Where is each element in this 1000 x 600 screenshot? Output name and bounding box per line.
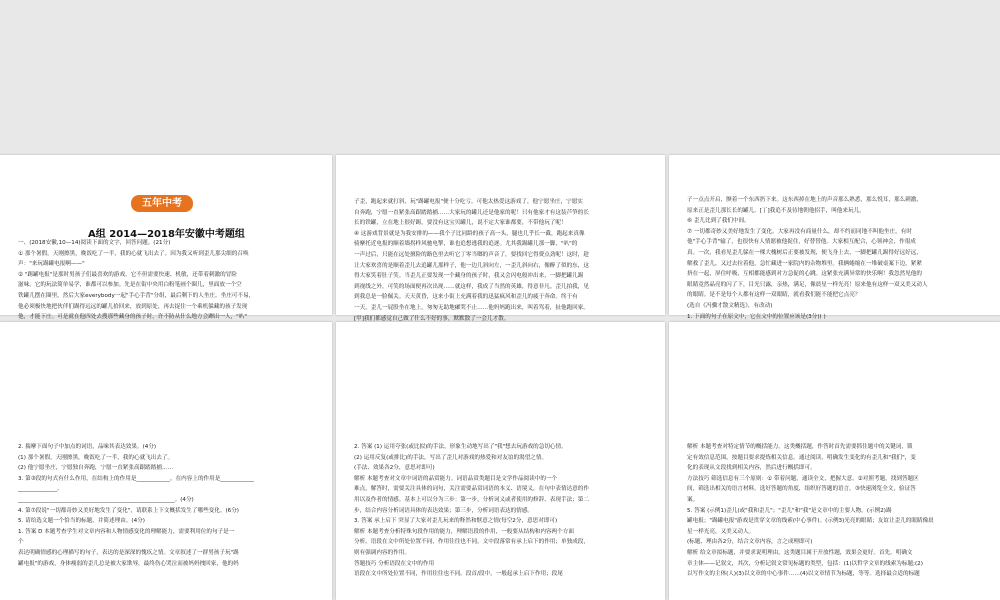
group-title: A组 2014—2018年安徽中考题组 [88,229,245,240]
text-line: 2. 答案 (1) 运用夸张(或比拟)的手法，形象生动地写出了"我"想去玩游戏的急切心情。 [354,444,567,450]
text-line: 挤在一起，屏住呼吸，互相都能感到对方急促的心跳。这紧张充满异常的快乐啊！我忽然见他的 [687,271,922,278]
page-5-text [354,442,589,580]
text-line: ______________。 [18,486,63,493]
text-line: ② "踢罐电报"是那时男孩子们最喜欢的游戏。它不但需要快速、机敏，还带着刺激的冒险 [18,271,237,278]
text-line: 自奔跑，宁愿一直紧张高跟踏踏捕……大家玩的罐儿还是他家的呢！只有他家才有这装芦笋的长 [354,209,589,216]
document-page-6 [669,322,1000,600]
text-line: 子一点点开启，颤着一个东西扔下来。这东西掉在地上的声音那么熟悉，那么悦耳，那么刺激， [687,197,922,203]
text-line: 真。一次，我看见歪儿躲在一棵大槐树后正要被发现，便飞身上去，一脚把罐儿踢得好远好远， [687,249,922,256]
section-badge: 五年中考 [131,195,193,212]
text-line: 滋味。它的玩法简单易学，谁都可以参加。先是在街中央用白粉笔画个圈儿，里面放一个空 [18,282,242,289]
text-line: 语段在文中所处位置不同，作用往往也不同。段首/段中，一般起承上启下作用；段尾 [354,571,563,578]
text-line: 到我总是一脸佩关。天天黄昏，这来小街上充满着我的迅猛疯风和歪儿的疲于奔命。终于有 [354,294,578,301]
text-line: 解析 本题考查对特定情节的概括能力。这类概括题，作答时首先需要抓住题中的关键词，锁 [687,444,913,450]
text-line: 步，结合内容分析词语具体的表达效果；第三步，分析词语表达的情感。 [354,507,534,514]
text-line: ⑥ 歪儿比到了我们中间。 [687,218,750,225]
text-line: 分析。语段在文中所处位置不同，作用往往也不同。文中段落常有承上启下的作用；单独成段， [354,539,589,546]
text-line: 他"手心手背"输了，也很快有人情愿被他捉住，好替替他。大家相互配合，心领神会，作很成 [687,239,916,246]
text-line: [甲]我们都感觉自己做了什么不好的事，默默散了一会儿才散。 [354,315,510,322]
text-line: 得大家笑着肚子笑。当歪儿正要发现一个藏身的孩子时，我又会闪电般冲出来，一脚把罐儿踢 [354,273,584,280]
document-page-1 [0,155,332,321]
text-line: 他，才能下庄。可是就在他四处去搜那些藏身的孩子时，许不防从什么地方会蹿出一人，"叭" [18,314,247,321]
text-line: 他必须极快地把伙伴们踢得远远的罐儿拾回来，放到原处，再去捉住一个乘机躲藏的孩子发现 [18,303,248,310]
document-page-2 [336,155,665,322]
text-line: (2) 他宁愿坐庄，宁愿独自奔跑，宁愿一直紧张高跟踏踏捕…… [18,465,174,472]
text-line: 罐电报"的游戏，身体瘦弱的歪儿总是被大家欺辱，最终伤心哭泣而被妈妈拽回家，他的妈 [18,560,239,567]
text-line: 原来正是歪儿那长长的罐儿。[丁]我追不及待地朝他招手，叫他来玩儿。 [687,207,865,214]
text-line: 表达明确情感的心理描写的句子，表达的是深深的愧疚之情。文章叙述了一群男孩子玩"踢 [18,549,239,556]
text-line: ⑦ 一切都奇妙又美好地发生了变化。大家再没有商量什么，却不约而同地不叫他坐庄，有时 [687,228,912,235]
text-line: 一声过后，只能在远处擅险的路色里去听它丁零当啷的声音了，要找回它得费点劲呢！这时，趁 [354,251,589,258]
text-line: 解析 本题考查分析特殊句段作用的能力，理解语段的作用，一般要从结构和内容两个方面 [354,528,574,535]
text-line: 1. 下面的句子在原文中，它在文中的位置应该是(3分)( ) [687,313,826,320]
document-page-4 [0,322,332,600]
text-line: 1. 答案 D 本题考查学生对文章内容和人物情感变化的理解能力，需要利用位的句子是一 [18,528,235,535]
text-line: ④ 这游戏背景就是为我安排的——我个子比同龄的孩子高一头，腿也几乎长一截，跑起来真像 [354,230,585,237]
page-4-text [18,442,254,569]
text-line: 一、(2018安徽,10—14)阅读下面的文字，回答问题。(21分) [18,240,171,246]
text-line: 则有强调内容的作用。 [354,549,410,556]
text-line: ________________________________________________________。(4分) [18,496,194,503]
text-line: 个 [18,539,24,546]
text-line: 骑摩托近电报的顺着墙拐样风驰电掣，谁也追想逃我的追逐。尤其我踢罐儿那一脚，"叭"的 [354,241,578,248]
text-line: 眼睛竟然晶亮的闪了下，目光只露，亲热，满足，像晨星一样光亮！原来他有这样一双又美又动人 [687,281,928,288]
text-line: (标题、理由各2分，结合文章内容，言之成理即可) [687,539,813,546]
document-page-3 [669,155,1000,320]
text-line: (1) 那个暑假，天刚擦黑，晚饭吃了一半，我的心就飞出去了。 [18,454,174,461]
text-line: 解析 本题考查对文章中词语的品赏能力。词语品赏类题目是文学作品阅读中的一个 [354,475,558,482]
text-line: 5. 请给选文题一个恰当的标题，并简述理由。(4分) [18,518,145,525]
text-line: 定有效信息范围，按题目要求提炼相关信息。通过阅读，明确发生变化的有歪儿和"我们"，变 [687,454,916,461]
text-line: 罐电报；"踢罐电报"游戏是贯穿文章的线索(中心事件)。(示例3)光亮的眼睛；友谊让歪儿的眼睛像晨 [687,518,934,525]
text-line: 5. 答案 (示例1)歪儿(或"我和歪儿"；"歪儿"和"我"是文章中的主要人物。(示例2)踢 [687,507,892,514]
text-line: 子歪，跑起来就打斜，玩"踢罐电报"便十分吃亏。可他太热爱这游戏了，他宁愿坐庄，宁愿实 [354,199,583,205]
text-line: 铁罐儿摆在圈里，然后大家everybody一起"手心手背"分组，最后剩下的人坐庄。坐庄可不易， [18,292,255,299]
text-line: 4. 第⑦段说"一切都奇妙又美好地发生了变化"，请联系上下文概括发生了哪些变化。(6分) [18,507,239,514]
text-line: 长的铁罐，立在地上很好踢，要没有这宝贝罐儿，说不定大家谁都要，不带他玩了呢！ [354,220,567,227]
text-line: 2. 揣摩下面句子中加点的词语，品味其表达效果。(4分) [18,444,157,450]
page-6-text [687,442,934,580]
text-line: 星一样光亮，又美又动人。 [687,528,755,535]
text-line: (手法、效果各2分，意思对即可) [354,465,435,472]
text-line: 的眼睛。是不是每个人都有这样一双眼睛，就看我们能不能把它点亮？ [687,292,861,299]
text-line: 让大家欢喜的是顺着歪儿去追罐儿那样子，他一边儿斜向左，一歪儿斜向右，像醉了似的东，这 [354,262,589,269]
text-line: 答题技巧 分析语段在文中的作用 [354,560,435,567]
text-line: 案。 [687,496,699,503]
text-line: 间，筛选出相关的语言材料，选好答题的角度，组织好答题的语言。③快速浏览全文，验证答 [687,486,916,493]
document-page-5 [336,322,665,600]
text-line: 化的表现从文段找到相关内容，然后进行概括即可。 [687,465,816,472]
text-line: 章主体——记叙文，其次，分析记叙文常见标题的类型，包括：(1)以哲学文章的线索为标题;(2) [687,560,923,567]
text-line: 用以及作者的情感。基本上可以分为三步：第一步，分析词义或者使用的修辞、表现手法；第二 [354,496,589,503]
text-line: 方法技巧 筛选信息有三个原则：① 带着问题，通读全文，把握大意。②对照考题，找到答题区 [687,475,919,482]
text-line: (2) 运用反复(或排比)的手法，写出了歪儿对游戏的热爱和对友谊的渴望之情。 [354,454,548,461]
text-line: 一天，歪儿一屁股坐在地上，匆匆无助地瘫哭不止……他妈妈跑出来，叫着骂着，扯他跑回家。 [354,304,589,311]
text-line: 到视线之外，可笑的场面便再次出现……就这样，我成了当然的英雄，得意非凡。歪儿拍我，见 [354,283,589,290]
text-line: 以写作文的主体(人)(3)以文章的中心事件……(4)以文章情节为标题，等等。选择最合适的标题 [687,571,920,578]
text-line: 3. 第③段的句式有什么作用，在结构上的作用是____________，在内容上的作用是____________ [18,475,254,482]
text-line: 声："来玩踢罐电报啊——" [18,261,85,268]
text-line: 难点，解答时，需要关注具体的词句，关注需要品赏词语的本义、语境义，在句中表情达意的作 [354,486,589,493]
text-line: (选自《冯骥才散文精选》，有改动) [687,302,773,309]
text-line: 解析 给文章拟标题，并要求说明理由。这类题目属于开放性题，效果会更好。首先，明确文 [687,549,913,556]
text-line: ① 那个暑假，天刚擦黑，晚饭吃了一半，我的心就飞出去了。因为我又听到歪儿那尖细的召唤 [18,250,249,257]
text-line: 3. 答案 承上启下 突显了大家对歪儿玩来的释然和惬意之情(每空2分，意思对即可) [354,518,558,525]
text-line: 解救了歪儿，又过去拉着他，急忙藏进一家院内的杂物堆里。我俩蜷缩在一堆破桌案下边，紧紧 [687,260,922,267]
